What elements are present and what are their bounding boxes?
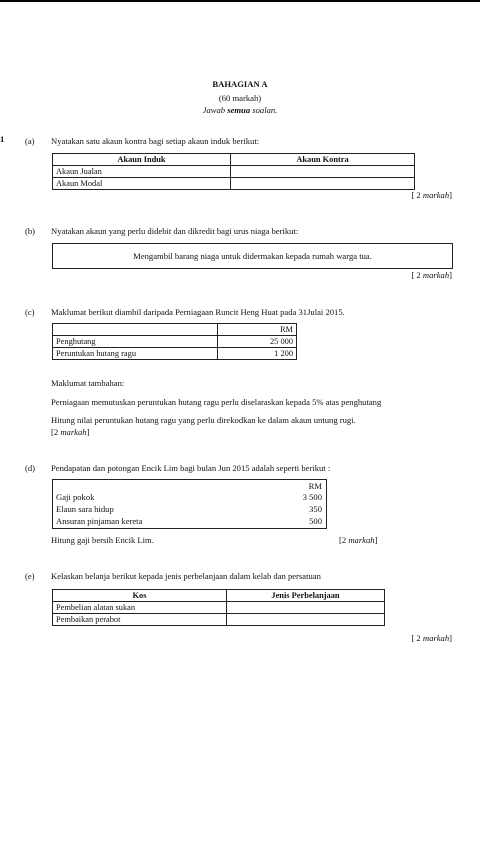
part-a-text: Nyatakan satu akaun kontra bagi setiap akaun induk berikut:: [51, 136, 260, 146]
part-e-text: Kelaskan belanja berikut kepada jenis perbelanjaan dalam kelab dan persatuan: [51, 571, 321, 581]
table-header-row: [53, 324, 297, 336]
part-d-income-box: [52, 479, 327, 529]
header-cell: Akaun Kontra: [231, 154, 415, 166]
part-c-question: Hitung nilai peruntukan hutang ragu yang perlu direkodkan ke dalam akaun untung rugi.: [51, 415, 356, 425]
section-instruction: Jawab semua soalan.: [202, 105, 278, 115]
unit-header: RM: [218, 324, 297, 336]
header-cell: Akaun Induk: [53, 154, 231, 166]
table-row: [53, 178, 415, 190]
table-row: [53, 166, 415, 178]
answer-cell[interactable]: [231, 166, 415, 178]
table-cell: 25 000: [218, 336, 297, 348]
table-cell: Penghutang: [53, 336, 218, 348]
part-c-table: [52, 323, 297, 360]
table-row: [53, 602, 385, 614]
top-rule: [0, 0, 480, 2]
table-row: [53, 336, 297, 348]
question-number: 1: [0, 134, 5, 144]
list-item: [56, 503, 322, 515]
table-cell: 1 200: [218, 348, 297, 360]
table-cell: Akaun Modal: [53, 178, 231, 190]
part-c-text: Maklumat berikut diambil daripada Perniagaan Runcit Heng Huat pada 31Julai 2015.: [51, 307, 345, 317]
part-c-label: (c): [25, 307, 35, 317]
item-value: 3 500: [302, 492, 322, 502]
unit-header: RM: [308, 481, 322, 491]
item-value: 500: [309, 516, 322, 526]
part-e-label: (e): [25, 571, 35, 581]
part-c-extra-text: Perniagaan memutuskan peruntukan hutang ragu perlu diselaraskan kepada 5% atas penghutang: [51, 397, 382, 407]
table-cell: Pembelian alatan sukan: [53, 602, 227, 614]
item-value: 350: [309, 504, 322, 514]
table-header-row: [53, 154, 415, 166]
part-d-question: Hitung gaji bersih Encik Lim.: [51, 535, 154, 545]
part-e-table: [52, 589, 385, 626]
section-title: BAHAGIAN A: [212, 79, 268, 89]
item-label: Ansuran pinjaman kereta: [56, 516, 143, 526]
section-marks: (60 markah): [218, 93, 262, 103]
table-cell: Akaun Jualan: [53, 166, 231, 178]
list-item: [56, 515, 322, 527]
part-d-text: Pendapatan dan potongan Encik Lim bagi bulan Jun 2015 adalah seperti berikut :: [51, 463, 331, 473]
part-a-label: (a): [25, 136, 35, 146]
part-c-marks: [2 markah]: [51, 427, 90, 437]
part-b-label: (b): [25, 226, 36, 236]
part-d-label: (d): [25, 463, 36, 473]
table-cell: Peruntukan hutang ragu: [53, 348, 218, 360]
part-b-transaction-box: Mengambil barang niaga untuk didermakan kepada rumah warga tua.: [52, 243, 453, 269]
answer-cell[interactable]: [227, 614, 385, 626]
item-label: Elaun sara hidup: [56, 504, 114, 514]
item-label: Gaji pokok: [56, 492, 95, 502]
part-b-text: Nyatakan akaun yang perlu didebit dan dikredit bagi urus niaga berikut:: [51, 226, 299, 236]
part-d-marks: [2 markah]: [339, 535, 378, 545]
table-cell: Pembaikan perabot: [53, 614, 227, 626]
table-cell: [53, 324, 218, 336]
part-b-marks: [ 2 markah]: [411, 270, 452, 280]
part-a-marks: [ 2 markah]: [411, 190, 452, 200]
table-row: [53, 348, 297, 360]
header-cell: Kos: [53, 590, 227, 602]
part-a-table: [52, 153, 415, 190]
part-c-extra-title: Maklumat tambahan:: [51, 378, 125, 388]
answer-cell[interactable]: [231, 178, 415, 190]
table-header-row: [53, 590, 385, 602]
part-e-marks: [ 2 markah]: [411, 633, 452, 643]
header-cell: Jenis Perbelanjaan: [227, 590, 385, 602]
answer-cell[interactable]: [227, 602, 385, 614]
list-item: [56, 491, 322, 503]
table-row: [53, 614, 385, 626]
